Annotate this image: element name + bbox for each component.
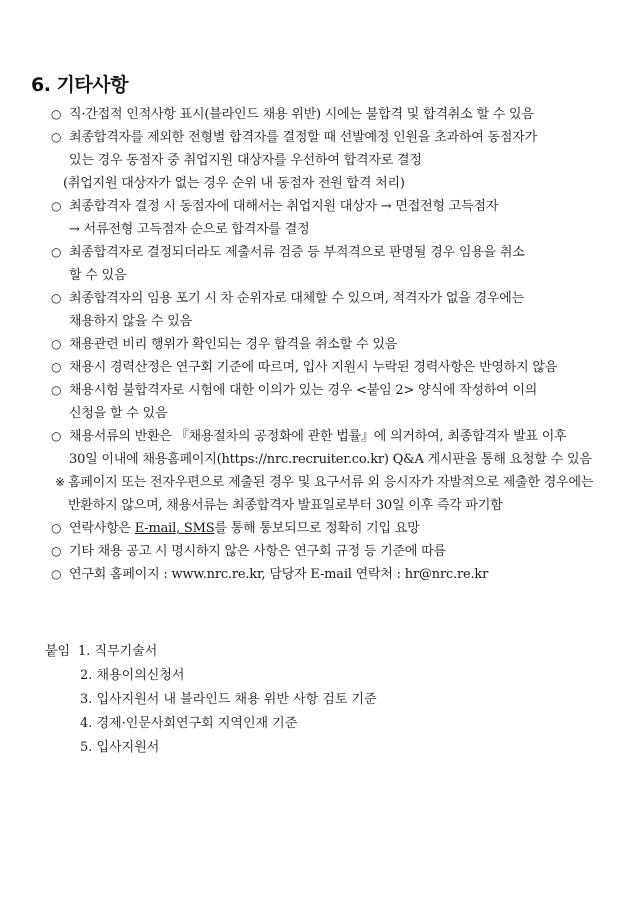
bullet-circle-icon: ○ bbox=[51, 199, 62, 213]
notice-line: 연구회 홈페이지 : www.nrc.re.kr, 담당자 E-mail 연락처 : hr@nrc.re.kr bbox=[69, 567, 489, 582]
notice-line: 할 수 있음 bbox=[69, 268, 127, 283]
attachment-label: 붙임 bbox=[45, 644, 71, 659]
notice-line: 채용관련 비리 행위가 확인되는 경우 합격을 취소할 수 있음 bbox=[69, 337, 398, 352]
notice-line: 최종합격자를 제외한 전형별 합격자를 결정할 때 선발예정 인원을 초과하여 동점자가 bbox=[69, 130, 537, 145]
notice-line: (취업지원 대상자가 없는 경우 순위 내 동점자 전원 합격 처리) bbox=[63, 176, 405, 191]
bullet-circle-icon: ○ bbox=[51, 337, 62, 351]
bullet-circle-icon: ○ bbox=[51, 567, 62, 581]
notice-line: 최종합격자 결정 시 동점자에 대해서는 취업지원 대상자 → 면접전형 고득점자 bbox=[69, 199, 499, 214]
bullet-circle-icon: ○ bbox=[51, 107, 62, 121]
notice-line: 홈페이지 또는 전자우편으로 제출된 경우 및 요구서류 외 응시자가 자발적으로 제출한 경우에는 bbox=[68, 475, 594, 490]
notice-line: 연락사항은 E-mail, SMS를 통해 통보되므로 정확히 기입 요망 bbox=[69, 521, 420, 536]
attachment-item: 5. 입사지원서 bbox=[80, 740, 160, 755]
bullet-circle-icon: ○ bbox=[51, 245, 62, 259]
section-title: 6. 기타사항 bbox=[31, 74, 128, 96]
notice-line: 채용시 경력산정은 연구회 기준에 따르며, 입사 지원시 누락된 경력사항은 반영하지 않음 bbox=[69, 360, 558, 375]
note-mark: ※ bbox=[55, 475, 66, 489]
attachment-item: 2. 채용이의신청서 bbox=[80, 668, 185, 683]
notice-line: 있는 경우 동점자 중 취업지원 대상자를 우선하여 합격자로 결정 bbox=[69, 153, 422, 168]
bullet-circle-icon: ○ bbox=[51, 130, 62, 144]
notice-line: 기타 채용 공고 시 명시하지 않은 사항은 연구회 규정 등 기준에 따름 bbox=[69, 544, 446, 559]
bullet-circle-icon: ○ bbox=[51, 291, 62, 305]
bullet-circle-icon: ○ bbox=[51, 383, 62, 397]
notice-line: 채용시험 불합격자로 시험에 대한 이의가 있는 경우 <붙임 2> 양식에 작성하여 이의 bbox=[69, 383, 538, 398]
notice-line: 채용서류의 반환은 『채용절차의 공정화에 관한 법률』에 의거하여, 최종합격자 발표 이후 bbox=[69, 429, 567, 444]
bullet-circle-icon: ○ bbox=[51, 544, 62, 558]
bullet-circle-icon: ○ bbox=[51, 360, 62, 374]
notice-line: 최종합격자로 결정되더라도 제출서류 검증 등 부적격으로 판명될 경우 임용을 취소 bbox=[69, 245, 525, 260]
notice-line: 채용하지 않을 수 있음 bbox=[69, 314, 193, 329]
notice-line: 최종합격자의 임용 포기 시 차 순위자로 대체할 수 있으며, 적격자가 없을 경우에는 bbox=[69, 291, 525, 306]
attachment-item: 1. 직무기술서 bbox=[78, 644, 158, 659]
bullet-circle-icon: ○ bbox=[51, 429, 62, 443]
contact-method-underline: E-mail, SMS bbox=[134, 521, 215, 536]
attachment-item: 3. 입사지원서 내 블라인드 채용 위반 사항 검토 기준 bbox=[80, 692, 377, 707]
bullet-circle-icon: ○ bbox=[51, 521, 62, 535]
notice-line: 30일 이내에 채용홈페이지(https://nrc.recruiter.co.kr) Q&A 게시판을 통해 요청할 수 있음 bbox=[69, 452, 592, 467]
attachment-item: 4. 경제·인문사회연구회 지역인재 기준 bbox=[80, 716, 298, 731]
notice-line: 반환하지 않으며, 채용서류는 최종합격자 발표일로부터 30일 이후 즉각 파기함 bbox=[68, 498, 503, 513]
notice-line: → 서류전형 고득점자 순으로 합격자를 결정 bbox=[69, 222, 310, 237]
notice-line: 직·간접적 인적사항 표시(블라인드 채용 위반) 시에는 불합격 및 합격취소 할 수 있음 bbox=[69, 107, 534, 122]
notice-line: 신청을 할 수 있음 bbox=[69, 406, 168, 421]
